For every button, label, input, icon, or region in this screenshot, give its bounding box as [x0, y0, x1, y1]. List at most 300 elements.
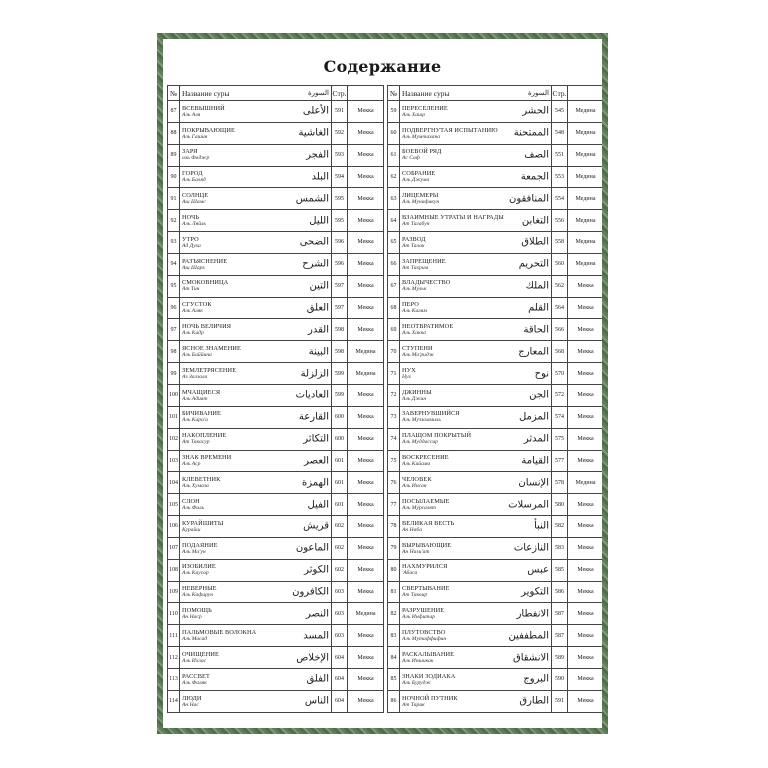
surah-page: 602	[332, 516, 348, 538]
surah-page: 585	[552, 559, 568, 581]
surah-name-translit: Аль Баляд	[182, 177, 206, 184]
surah-row	[168, 406, 384, 428]
surah-name-cell	[400, 297, 552, 319]
surah-name-ru: НОЧЬ	[182, 213, 200, 221]
surah-number: 67	[388, 275, 400, 297]
surah-row	[388, 603, 603, 625]
surah-place: Мекка	[568, 690, 603, 712]
surah-name-arabic: قريش	[303, 520, 329, 532]
surah-row	[388, 297, 603, 319]
surah-page: 600	[332, 428, 348, 450]
surah-name-cell	[180, 232, 332, 254]
surah-number: 68	[388, 297, 400, 319]
surah-name-translit: Аль Ихлас	[182, 657, 207, 664]
surah-row	[168, 166, 384, 188]
surah-name-translit: Аль Ма'ун	[182, 548, 206, 555]
surah-name-cell	[180, 428, 332, 450]
surah-row	[388, 166, 603, 188]
surah-page: 602	[332, 559, 348, 581]
surah-name-cell	[400, 232, 552, 254]
surah-page: 603	[332, 625, 348, 647]
surah-name-cell	[180, 516, 332, 538]
surah-name-ru: РАЗЪЯСНЕНИЕ	[182, 257, 228, 265]
surah-name-ru: ПЕРО	[402, 301, 419, 309]
surah-name-ru: НАКОПЛЕНИЕ	[182, 432, 227, 440]
surah-name-ru: ДЖИННЫ	[402, 388, 432, 396]
surah-name-translit: Ат Такасур	[182, 439, 210, 446]
surah-name-translit: Аль Хумаза	[182, 483, 209, 490]
surah-number: 112	[168, 647, 180, 669]
surah-name-cell	[180, 253, 332, 275]
surah-name-cell	[180, 690, 332, 712]
surah-name-cell	[400, 494, 552, 516]
surah-page: 601	[332, 472, 348, 494]
surah-name-cell	[400, 603, 552, 625]
surah-name-translit: Аль Муззаммиль	[402, 417, 441, 424]
surah-page: 593	[332, 144, 348, 166]
surah-name-cell	[180, 559, 332, 581]
surah-name-cell	[400, 647, 552, 669]
surah-place: Мекка	[348, 122, 384, 144]
surah-name-ru: ЗЕМЛЕТРЯСЕНИЕ	[182, 366, 237, 374]
page-border	[157, 33, 608, 734]
surah-row	[168, 275, 384, 297]
surah-row	[388, 210, 603, 232]
surah-name-ru: ПОСЫЛАЕМЫЕ	[402, 497, 450, 505]
surah-number: 69	[388, 319, 400, 341]
surah-page: 604	[332, 668, 348, 690]
surah-name-translit: Нух	[402, 373, 411, 380]
surah-name-ru: РАЗРУШЕНИЕ	[402, 607, 445, 615]
surah-name-ru: ВОСКРЕСЕНИЕ	[402, 454, 449, 462]
surah-page: 603	[332, 581, 348, 603]
surah-number: 114	[168, 690, 180, 712]
surah-number: 83	[388, 625, 400, 647]
surah-name-translit: аль Фаджр	[182, 155, 210, 162]
surah-name-cell	[180, 537, 332, 559]
surah-name-cell	[180, 581, 332, 603]
surah-name-arabic: الماعون	[295, 542, 329, 554]
surah-row	[168, 690, 384, 712]
surah-name-arabic: الكوثر	[304, 564, 329, 576]
surah-name-arabic: الهمزة	[302, 477, 329, 489]
surah-row	[388, 253, 603, 275]
surah-name-arabic: الطارق	[519, 695, 549, 707]
surah-name-translit: Аль Ляйль	[182, 220, 206, 227]
surah-row	[388, 275, 603, 297]
surah-name-ru: СОБРАНИЕ	[402, 170, 436, 178]
surah-page: 562	[552, 275, 568, 297]
surah-row	[168, 384, 384, 406]
surah-name-translit: Аль Ма'ридж	[402, 351, 435, 358]
surah-number: 91	[168, 188, 180, 210]
surah-name-translit: Аль Мульк	[402, 286, 427, 293]
surah-name-ru: ЛИЦЕМЕРЫ	[402, 192, 439, 200]
surah-row	[168, 253, 384, 275]
surah-name-translit: Аль Мумтахана	[402, 133, 441, 140]
surah-name-cell	[180, 363, 332, 385]
surah-number: 70	[388, 341, 400, 363]
surah-name-translit: Аш Шарх	[182, 264, 205, 271]
surah-name-arabic: الغاشية	[298, 127, 329, 139]
surah-name-ru: НУХ	[402, 366, 416, 374]
surah-name-translit: Ан Наср	[182, 614, 202, 621]
surah-name-translit: Аль Бурудж	[402, 679, 431, 686]
surah-name-translit: Аль Масад	[182, 635, 208, 642]
surah-number: 102	[168, 428, 180, 450]
surah-name-ru: СЛОН	[182, 497, 200, 505]
surah-row	[168, 516, 384, 538]
surah-number: 86	[388, 690, 400, 712]
surah-name-ru: НЕОТВРАТИМОЕ	[402, 323, 454, 331]
surah-number: 60	[388, 122, 400, 144]
surah-place: Мекка	[348, 384, 384, 406]
surah-name-ru: ЧЕЛОВЕК	[402, 476, 432, 484]
surah-name-ru: НАХМУРИЛСЯ	[402, 563, 448, 571]
surah-row	[168, 472, 384, 494]
surah-place: Медина	[568, 210, 603, 232]
surah-place: Мекка	[348, 406, 384, 428]
surah-name-translit: Курайш	[182, 526, 201, 533]
surah-place: Мекка	[568, 494, 603, 516]
surah-name-translit: Аль Адият	[182, 395, 208, 402]
page	[163, 39, 602, 728]
surah-number: 64	[388, 210, 400, 232]
surah-place: Мекка	[348, 144, 384, 166]
surah-page: 597	[332, 275, 348, 297]
surah-name-arabic: الليل	[309, 215, 329, 227]
surah-place: Мекка	[348, 210, 384, 232]
surah-place: Мекка	[348, 166, 384, 188]
surah-number: 81	[388, 581, 400, 603]
surah-name-ru: РАЗВОД	[402, 235, 426, 243]
surah-name-translit: Аль Аля	[182, 111, 201, 118]
surah-page: 583	[552, 537, 568, 559]
header-name-label: Название суры	[402, 88, 450, 98]
surah-place: Медина	[568, 188, 603, 210]
surah-name-cell	[180, 144, 332, 166]
surah-name-translit: Аль Аср	[182, 461, 201, 468]
surah-name-arabic: الشرح	[302, 258, 329, 270]
surah-name-translit: Ад Духа	[182, 242, 201, 249]
surah-page: 594	[332, 166, 348, 188]
surah-name-arabic: الإنسان	[518, 477, 549, 489]
surah-row	[388, 559, 603, 581]
surah-row	[388, 581, 603, 603]
surah-row	[168, 494, 384, 516]
surah-place: Мекка	[568, 559, 603, 581]
surah-name-arabic: المعارج	[518, 346, 549, 358]
surah-name-ru: ВЛАДЫЧЕСТВО	[402, 279, 451, 287]
surah-place: Мекка	[348, 428, 384, 450]
surah-name-cell	[180, 188, 332, 210]
surah-place: Медина	[348, 341, 384, 363]
surah-name-arabic: القلم	[528, 302, 549, 314]
surah-name-cell	[400, 625, 552, 647]
surah-name-translit: Аль Аляк	[182, 308, 203, 315]
surah-page: 601	[332, 494, 348, 516]
surah-place: Мекка	[568, 625, 603, 647]
surah-place: Медина	[568, 472, 603, 494]
surah-row	[388, 450, 603, 472]
surah-number: 89	[168, 144, 180, 166]
surah-number: 96	[168, 297, 180, 319]
surah-page: 598	[332, 319, 348, 341]
surah-name-arabic: التغابن	[521, 215, 549, 227]
surah-name-arabic: الكافرون	[292, 586, 329, 598]
surah-row	[168, 210, 384, 232]
surah-place: Мекка	[568, 537, 603, 559]
surah-name-ru: ПОДАЯНИЕ	[182, 541, 218, 549]
surah-number: 85	[388, 668, 400, 690]
surah-row	[388, 406, 603, 428]
header-arabic: السورة	[308, 88, 329, 97]
surah-name-ru: СОЛНЦЕ	[182, 192, 209, 200]
surah-number: 82	[388, 603, 400, 625]
surah-name-translit: Аль Мурсалят	[402, 504, 436, 511]
surah-name-translit: Аль Кийама	[402, 461, 431, 468]
surah-name-ru: ЯСНОЕ ЗНАМЕНИЕ	[182, 344, 241, 352]
surah-page: 575	[552, 428, 568, 450]
surah-page: 566	[552, 319, 568, 341]
surah-number: 76	[388, 472, 400, 494]
surah-name-cell	[180, 166, 332, 188]
surah-name-cell	[180, 472, 332, 494]
surah-name-translit: Аль Кафирун	[182, 592, 214, 599]
surah-name-ru: НОЧНОЙ ПУТНИК	[402, 694, 458, 702]
surah-number: 80	[388, 559, 400, 581]
surah-name-translit: Аль Иншикак	[402, 657, 434, 664]
surah-number: 62	[388, 166, 400, 188]
surah-name-arabic: الضحى	[299, 236, 329, 248]
surah-name-arabic: العاديات	[295, 389, 329, 401]
surah-name-arabic: الجمعة	[520, 171, 549, 183]
surah-place: Мекка	[568, 384, 603, 406]
surah-name-translit: Аль Кари'а	[182, 417, 208, 424]
surah-name-arabic: المدثر	[523, 433, 549, 445]
surah-name-arabic: الطلاق	[521, 236, 549, 248]
surah-name-cell	[180, 122, 332, 144]
surah-place: Мекка	[348, 559, 384, 581]
surah-page: 570	[552, 363, 568, 385]
header-place	[348, 86, 384, 101]
header-num: №	[168, 86, 180, 101]
surah-row	[388, 690, 603, 712]
surah-number: 93	[168, 232, 180, 254]
surah-name-ru: ИЗОБИЛИЕ	[182, 563, 216, 571]
surah-name-ru: СТУПЕНИ	[402, 344, 433, 352]
surah-name-arabic: نوح	[534, 368, 549, 380]
surah-name-ru: ПОМОЩЬ	[182, 607, 212, 615]
surah-page: 596	[332, 232, 348, 254]
surah-name-cell	[400, 537, 552, 559]
surah-name-arabic: التكوير	[521, 586, 549, 598]
surah-name-cell	[180, 297, 332, 319]
surah-name-ru: ПЛУТОВСТВО	[402, 628, 446, 636]
surah-name-translit: Ан Наба	[402, 526, 423, 533]
surah-name-arabic: التين	[309, 280, 329, 292]
surah-name-cell	[180, 210, 332, 232]
surah-name-cell	[400, 166, 552, 188]
surah-name-ru: ЗНАК ВРЕМЕНИ	[182, 454, 232, 462]
surah-name-translit: Ат Таквир	[402, 592, 428, 599]
surah-name-arabic: الفلق	[306, 673, 329, 685]
surah-number: 92	[168, 210, 180, 232]
surah-number: 104	[168, 472, 180, 494]
surah-name-cell	[400, 384, 552, 406]
surah-name-translit: Аль Джума	[402, 177, 430, 184]
surah-name-ru: НЕВЕРНЫЕ	[182, 585, 217, 593]
surah-name-arabic: البينة	[308, 346, 329, 358]
surah-number: 77	[388, 494, 400, 516]
surah-name-cell	[400, 275, 552, 297]
surah-place: Медина	[568, 101, 603, 123]
surah-name-arabic: التكاثر	[303, 433, 329, 445]
surah-name-translit: Аль Мутаффифин	[402, 635, 447, 642]
surah-place: Мекка	[568, 341, 603, 363]
surah-name-arabic: النصر	[305, 608, 329, 620]
surah-number: 73	[388, 406, 400, 428]
surah-place: Медина	[568, 144, 603, 166]
surah-row	[168, 603, 384, 625]
surah-name-ru: ВЫРЫВАЮЩИЕ	[402, 541, 452, 549]
header-num: №	[388, 86, 400, 101]
surah-name-cell	[400, 144, 552, 166]
surah-row	[168, 122, 384, 144]
surah-row	[388, 341, 603, 363]
surah-name-arabic: الإخلاص	[296, 652, 329, 664]
surah-row	[168, 319, 384, 341]
surah-name-arabic: الجن	[529, 389, 549, 401]
surah-name-cell	[400, 450, 552, 472]
surah-row	[388, 384, 603, 406]
surah-name-cell	[400, 690, 552, 712]
surah-name-arabic: المزمل	[518, 411, 549, 423]
surah-number: 110	[168, 603, 180, 625]
surah-place: Мекка	[568, 603, 603, 625]
surah-number: 72	[388, 384, 400, 406]
surah-name-arabic: الحاقة	[523, 324, 549, 336]
surah-name-ru: КЛЕВЕТНИК	[182, 476, 221, 484]
surah-name-translit: Аль Филь	[182, 504, 205, 511]
surah-number: 111	[168, 625, 180, 647]
surah-name-cell	[180, 668, 332, 690]
surah-name-cell	[400, 188, 552, 210]
surah-place: Мекка	[348, 188, 384, 210]
surah-place: Мекка	[568, 647, 603, 669]
surah-row	[168, 188, 384, 210]
surah-number: 71	[388, 363, 400, 385]
surah-name-cell	[400, 406, 552, 428]
surah-name-arabic: المسد	[303, 630, 329, 642]
header-place	[568, 86, 603, 101]
surah-name-cell	[400, 253, 552, 275]
surah-page: 586	[552, 581, 568, 603]
surah-name-translit: Ан Нас	[182, 701, 199, 708]
surah-page: 603	[332, 603, 348, 625]
surah-name-cell	[180, 647, 332, 669]
surah-number: 100	[168, 384, 180, 406]
surah-name-translit: Аз Залзала	[182, 373, 208, 380]
surah-name-translit: Ат Тагабун	[402, 220, 430, 227]
surah-row	[388, 428, 603, 450]
header-name	[180, 86, 332, 101]
surah-place: Мекка	[568, 297, 603, 319]
surah-place: Мекка	[348, 647, 384, 669]
surah-place: Медина	[568, 253, 603, 275]
surah-name-translit: Аль Инсан	[402, 483, 427, 490]
surah-row	[168, 668, 384, 690]
surah-row	[388, 363, 603, 385]
surah-place: Мекка	[568, 428, 603, 450]
surah-name-translit: Аль Джин	[402, 395, 427, 402]
surah-number: 87	[168, 101, 180, 123]
surah-name-translit: Аль Фаляк	[182, 679, 207, 686]
surah-name-arabic: الشمس	[295, 193, 329, 205]
surah-page: 589	[552, 647, 568, 669]
surah-number: 75	[388, 450, 400, 472]
surah-number: 66	[388, 253, 400, 275]
surah-name-translit: Ас Саф	[402, 155, 420, 162]
surah-row	[168, 647, 384, 669]
surah-row	[168, 559, 384, 581]
surah-name-translit: Аль Муддассир	[402, 439, 438, 446]
surah-name-ru: СВЕРТЫВАНИЕ	[402, 585, 450, 593]
surah-name-ru: ЗАПРЕЩЕНИЕ	[402, 257, 446, 265]
surah-row	[168, 101, 384, 123]
surah-name-cell	[180, 406, 332, 428]
surah-name-translit: Аль Инфитар	[402, 614, 436, 621]
surah-place: Мекка	[348, 275, 384, 297]
surah-number: 103	[168, 450, 180, 472]
surah-name-translit: Аль Гашия	[182, 133, 208, 140]
surah-page: 545	[552, 101, 568, 123]
surah-number: 95	[168, 275, 180, 297]
surah-name-ru: ЗАВЕРНУВШИЙСЯ	[402, 410, 460, 418]
surah-name-arabic: الفيل	[307, 499, 329, 511]
surah-name-arabic: عبس	[527, 564, 549, 576]
surah-page: 553	[552, 166, 568, 188]
surah-number: 109	[168, 581, 180, 603]
surah-page: 598	[332, 341, 348, 363]
surah-place: Мекка	[568, 668, 603, 690]
surah-name-cell	[180, 450, 332, 472]
surah-name-cell	[400, 341, 552, 363]
surah-place: Мекка	[348, 581, 384, 603]
surah-name-translit: Ат Тахрим	[402, 264, 429, 271]
surah-name-cell	[400, 363, 552, 385]
surah-place: Мекка	[348, 668, 384, 690]
surah-name-arabic: العصر	[304, 455, 329, 467]
surah-row	[388, 144, 603, 166]
surah-page: 604	[332, 647, 348, 669]
surah-name-ru: ПЛАЩОМ ПОКРЫТЫЙ	[402, 432, 472, 440]
surah-name-arabic: الصف	[524, 149, 549, 161]
surah-place: Мекка	[348, 625, 384, 647]
surah-name-cell	[180, 603, 332, 625]
surah-name-translit: Аль Кадр	[182, 330, 204, 337]
surah-name-ru: ПОКРЫВАЮЩИЕ	[182, 126, 235, 134]
surah-page: 591	[332, 101, 348, 123]
surah-name-arabic: الملك	[525, 280, 549, 292]
surah-page: 564	[552, 297, 568, 319]
surah-name-arabic: القدر	[308, 324, 329, 336]
surah-name-arabic: العلق	[306, 302, 329, 314]
surah-name-ru: ГОРОД	[182, 170, 203, 178]
surah-name-arabic: النازعات	[513, 542, 549, 554]
surah-page: 556	[552, 210, 568, 232]
surah-name-ru: УТРО	[182, 235, 199, 243]
